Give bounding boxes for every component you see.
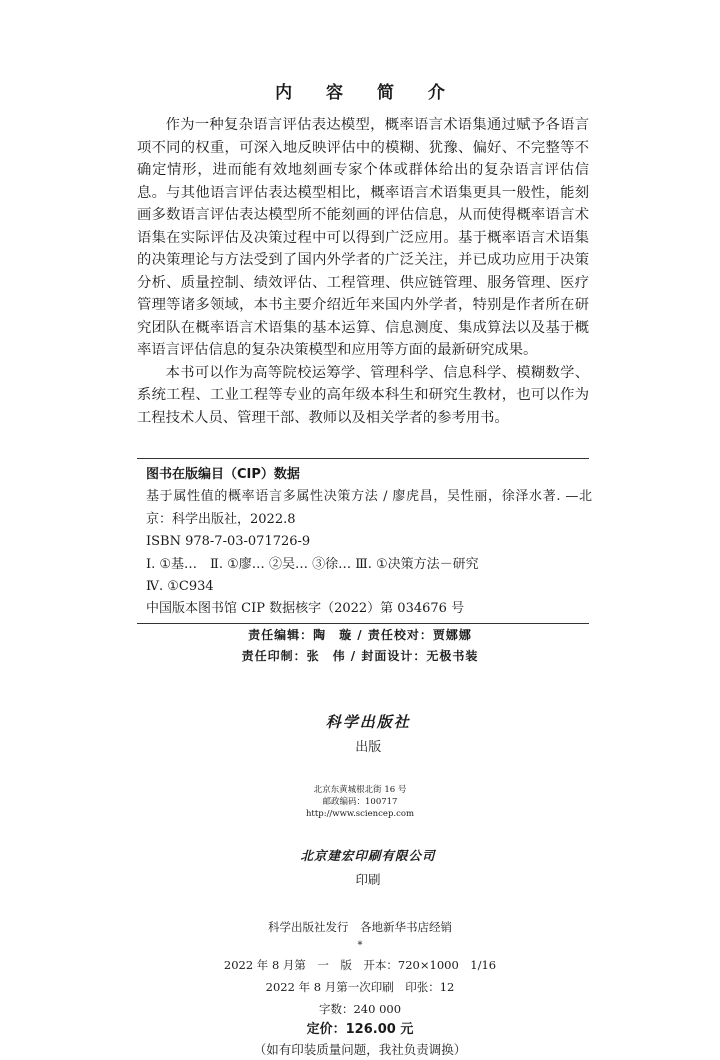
publisher-line [0, 686, 720, 784]
edition-line-1: 2022 年 8 月第 一 版 开本：720×1000 1/16 [223, 958, 497, 972]
cip-isbn: ISBN 978-7-03-071726-9 [146, 534, 311, 550]
credits-line-1: 责任编辑：陶 璇 / 责任校对：贾娜娜 [248, 628, 472, 642]
publisher-address: 北京东黄城根北街 16 号 [313, 785, 407, 795]
cip-block [146, 464, 592, 621]
cip-subjects-1: Ⅰ. ①基… Ⅱ. ①廖… ②吴… ③徐… Ⅲ. ①决策方法－研究 [146, 556, 479, 572]
book-introduction [137, 114, 589, 429]
publisher-name: 科学出版社 [325, 713, 411, 731]
quality-note: （如有印装质量问题，我社负责调换） [253, 1042, 467, 1057]
credits-block [0, 625, 720, 667]
publisher-role: 出版 [355, 740, 382, 755]
cip-record: 中国版本图书馆 CIP 数据核字（2022）第 034676 号 [146, 601, 465, 617]
page-title: 内 容 简 介 [275, 83, 459, 103]
cip-bottom-rule [137, 623, 589, 624]
colophon [0, 686, 720, 1060]
price: 定价：126.00 元 [306, 1022, 414, 1037]
word-count: 字数：240 000 [318, 1002, 402, 1016]
cip-heading: 图书在版编目（CIP）数据 [146, 467, 300, 482]
intro-paragraph-2: 本书可以作为高等院校运筹学、管理科学、信息科学、模糊数学、系统工程、工业工程等专业的高年级本科生和研究生教材，也可以作为工程技术人员、管理干部、教师以及相关学者的参考用书。 [137, 364, 589, 426]
printer-line [0, 820, 720, 916]
credits-line-2: 责任印制：张 伟 / 封面设计：无极书装 [241, 649, 479, 663]
publisher-url: http://www.sciencep.com [305, 809, 415, 819]
separator-star: * [357, 940, 363, 951]
intro-paragraph-1: 作为一种复杂语言评估表达模型，概率语言术语集通过赋予各语言项不同的权重，可深入地反映评估中的模糊、犹豫、偏好、不完整等不确定情形，进而能有效地刻画专家个体或群体给出的复杂语言评估信息。与其他语言评估表达模型相比，概率语言术语集更具一般性，能刻画多数语言评估表达模型所不能刻画的评估信息，从而使得概率语言术语集在实际评估及决策过程中可以得到广泛应用。基于概率语言术语集的决策理论与方法受到了国内外学者的广泛关注，并已成功应用于决策分析、质量控制、绩效评估、工程管理、供应链管理、服务管理、医疗管理等诸多领域，本书主要介绍近年来国内外学者，特别是作者所在研究团队在概率语言术语集的基本运算、信息测度、集成算法以及基于概率语言评估信息的复杂决策模型和应用等方面的最新研究成果。 [137, 117, 589, 358]
edition-line-2: 2022 年 8 月第一次印刷 印张：12 [265, 980, 455, 994]
cip-subjects-2: Ⅳ. ①C934 [146, 579, 214, 595]
publisher-postcode: 邮政编码：100717 [322, 797, 398, 807]
cip-top-rule [137, 458, 589, 459]
cip-entry: 基于属性值的概率语言多属性决策方法 / 廖虎昌，吴性丽，徐泽水著. —北京：科学出版社，2022.8 [146, 489, 592, 527]
printer-role: 印刷 [355, 872, 381, 887]
distribution-line: 科学出版社发行 各地新华书店经销 [268, 920, 452, 934]
printer-name: 北京建宏印刷有限公司 [300, 848, 436, 863]
